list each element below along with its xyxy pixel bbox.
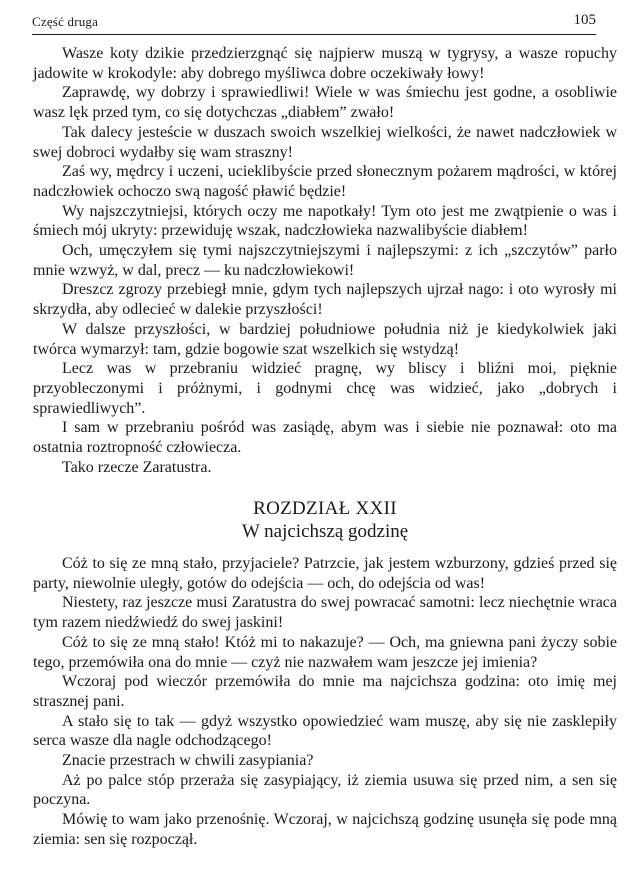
paragraph: Zaś wy, mędrcy i uczeni, ucieklibyście przed słonecznym pożarem mądrości, w której nadczłowiek ochoczo swą nagość pławić będzie! xyxy=(33,163,617,200)
paragraph: A stało się to tak — gdyż wszystko opowiedzieć wam muszę, aby się nie zasklepiły serca wasze dla nagle odchodzącego! xyxy=(33,712,617,750)
paragraph: W dalsze przyszłości, w bardziej południowe południa niż je kiedykolwiek jaki twórca wymarzył: tam, gdzie bogowie szat wszelkich się wstydzą! xyxy=(33,320,617,358)
closing-line: Tako rzecze Zaratustra. xyxy=(62,458,212,476)
paragraph: Och, umęczyłem się tymi najszczytniejszymi i najlepszymi: z ich „szczytów” parło mnie wzwyż, w dal, precz — ku nadczłowiekowi! xyxy=(33,242,617,279)
chapter-subtitle: W najcichszą godzinę xyxy=(241,521,409,542)
paragraph: I sam w przebraniu pośród was zasiądę, abym was i siebie nie poznawał: oto ma ostatnia roztropność człowiecza. xyxy=(33,419,617,457)
page-number: 105 xyxy=(573,12,596,28)
paragraph: Cóż to się ze mną stało, przyjaciele? Patrzcie, jak jestem wzburzony, gdzieś przed się party, niewolnie uległy, gotów do odejścia — och, do odejścia od was! xyxy=(33,555,617,592)
paragraph: Niestety, raz jeszcze musi Zaratustra do swej powracać samotni: lecz niechętnie wraca tym razem niedźwiedź do swej jaskini! xyxy=(33,594,617,632)
chapter-heading: ROZDZIAŁ XXII xyxy=(253,498,397,519)
paragraph: Dreszcz zgrozy przebiegł mnie, gdym tych najlepszych ujrzał nago: i oto wyrosły mi skrzydła, aby odlecieć w dalekie przyszłości! xyxy=(33,281,617,319)
paragraph: Mówię to wam jako przenośnię. Wczoraj, w najcichszą godzinę usunęła się pode mną ziemia: sen się rozpoczął. xyxy=(33,811,617,848)
text-block-before-chapter xyxy=(33,44,617,477)
paragraph: Cóż to się ze mną stało! Któż mi to nakazuje? — Och, ma gniewna pani życzy sobie tego, przemówiła ona do mnie — czyż nie nazwałem wam jeszcze jej imienia? xyxy=(33,633,617,671)
paragraph: Wasze koty dzikie przedzierzgnąć się najpierw muszą w tygrysy, a wasze ropuchy jadowite w krokodyle: aby dobrego myśliwca dobre oczekiwały łowy! xyxy=(33,45,617,82)
text-block-chapter xyxy=(33,554,617,850)
paragraph: Wczoraj pod wieczór przemówiła do mnie ma najcichsza godzina: oto imię mej strasznej pani. xyxy=(33,673,617,710)
paragraph: Znacie przestrach w chwili zasypiania? xyxy=(62,752,314,770)
section-title: Część druga xyxy=(32,14,99,29)
paragraph: Aż po palce stóp przeraża się zasypiający, iż ziemia usuwa się przed nim, a sen się poczyna. xyxy=(33,771,617,809)
paragraph: Wy najszczytniejsi, których oczy me napotkały! Tym oto jest me zwątpienie o was i śmiech mój ukryty: przewiduję wszak, nadczłowieka nazwalibyście diabłem! xyxy=(33,202,617,240)
paragraph: Lecz was w przebraniu widzieć pragnę, wy bliscy i bliźni moi, pięknie przyobleczonymi i próżnymi, i godnymi chcę was widzieć, jako „dobrych i sprawiedliwych”. xyxy=(33,360,617,417)
paragraph: Zaprawdę, wy dobrzy i sprawiedliwi! Wiele w was śmiechu jest godne, a osobliwie wasz lęk przed tym, co się dotychczas „diabłem” zwało! xyxy=(33,84,617,122)
paragraph: Tak dalecy jesteście w duszach swoich wszelkiej wielkości, że nawet nadczłowiek w swej dobroci wydałby się wam straszny! xyxy=(33,123,617,161)
running-head xyxy=(32,12,596,35)
